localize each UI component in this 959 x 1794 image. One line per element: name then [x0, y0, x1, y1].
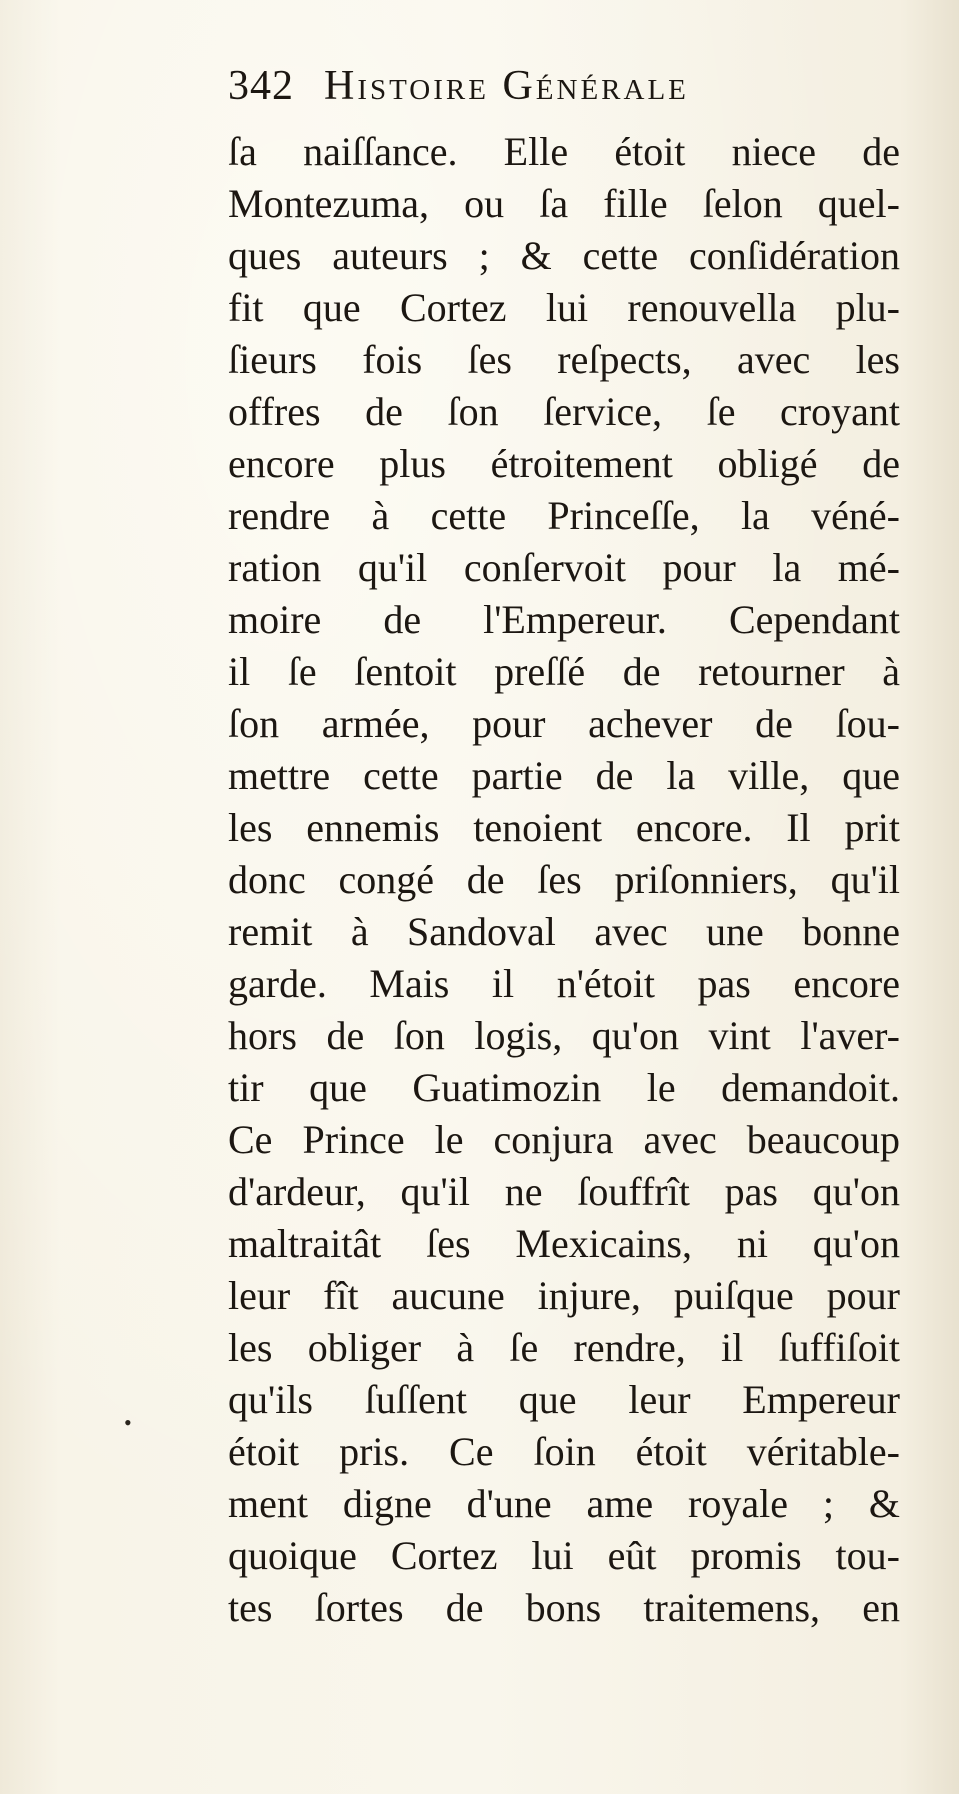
text-line: maltraitât ſes Mexicains, ni qu'on	[228, 1221, 900, 1266]
text-line: ſieurs fois ſes reſpects, avec les	[228, 337, 900, 382]
page-header	[228, 62, 868, 122]
text-line: moire de l'Empereur. Cependant	[228, 597, 900, 642]
text-line: tes ſortes de bons traitemens, en	[228, 1585, 900, 1630]
text-line: d'ardeur, qu'il ne ſouffrît pas qu'on	[228, 1169, 900, 1214]
text-line: offres de ſon ſervice, ſe croyant	[228, 389, 900, 434]
text-line: ment digne d'une ame royale ; &	[228, 1481, 900, 1526]
text-line: les obliger à ſe rendre, il ſuffiſoit	[228, 1325, 900, 1370]
text-line: rendre à cette Princeſſe, la véné-	[228, 493, 900, 538]
text-line: quoique Cortez lui eût promis tou-	[228, 1533, 900, 1578]
text-line: ſa naiſſance. Elle étoit niece de	[228, 129, 900, 174]
text-line: tir que Guatimozin le demandoit.	[228, 1065, 900, 1110]
text-line: ques auteurs ; & cette conſidération	[228, 233, 900, 278]
text-line: étoit pris. Ce ſoin étoit véritable-	[228, 1429, 900, 1474]
margin-mark: •	[124, 1410, 132, 1435]
text-line: encore plus étroitement obligé de	[228, 441, 900, 486]
text-line: mettre cette partie de la ville, que	[228, 753, 900, 798]
text-line: les ennemis tenoient encore. Il prit	[228, 805, 900, 850]
text-line: hors de ſon logis, qu'on vint l'aver-	[228, 1013, 900, 1058]
text-line: fit que Cortez lui renouvella plu-	[228, 285, 900, 330]
text-line: ration qu'il conſervoit pour la mé-	[228, 545, 900, 590]
text-line: il ſe ſentoit preſſé de retourner à	[228, 649, 900, 694]
text-line: leur fît aucune injure, puiſque pour	[228, 1273, 900, 1318]
text-line: ſon armée, pour achever de ſou-	[228, 701, 900, 746]
text-line: remit à Sandoval avec une bonne	[228, 909, 900, 954]
text-line: Ce Prince le conjura avec beaucoup	[228, 1117, 900, 1162]
text-line: garde. Mais il n'étoit pas encore	[228, 961, 900, 1006]
page-number: 342	[228, 63, 294, 109]
text-line: Montezuma, ou ſa fille ſelon quel-	[228, 181, 900, 226]
text-line: qu'ils ſuſſent que leur Empereur	[228, 1377, 900, 1422]
running-head: Histoire Générale	[324, 63, 689, 109]
body-text	[228, 126, 900, 1634]
text-line: donc congé de ſes priſonniers, qu'il	[228, 857, 900, 902]
